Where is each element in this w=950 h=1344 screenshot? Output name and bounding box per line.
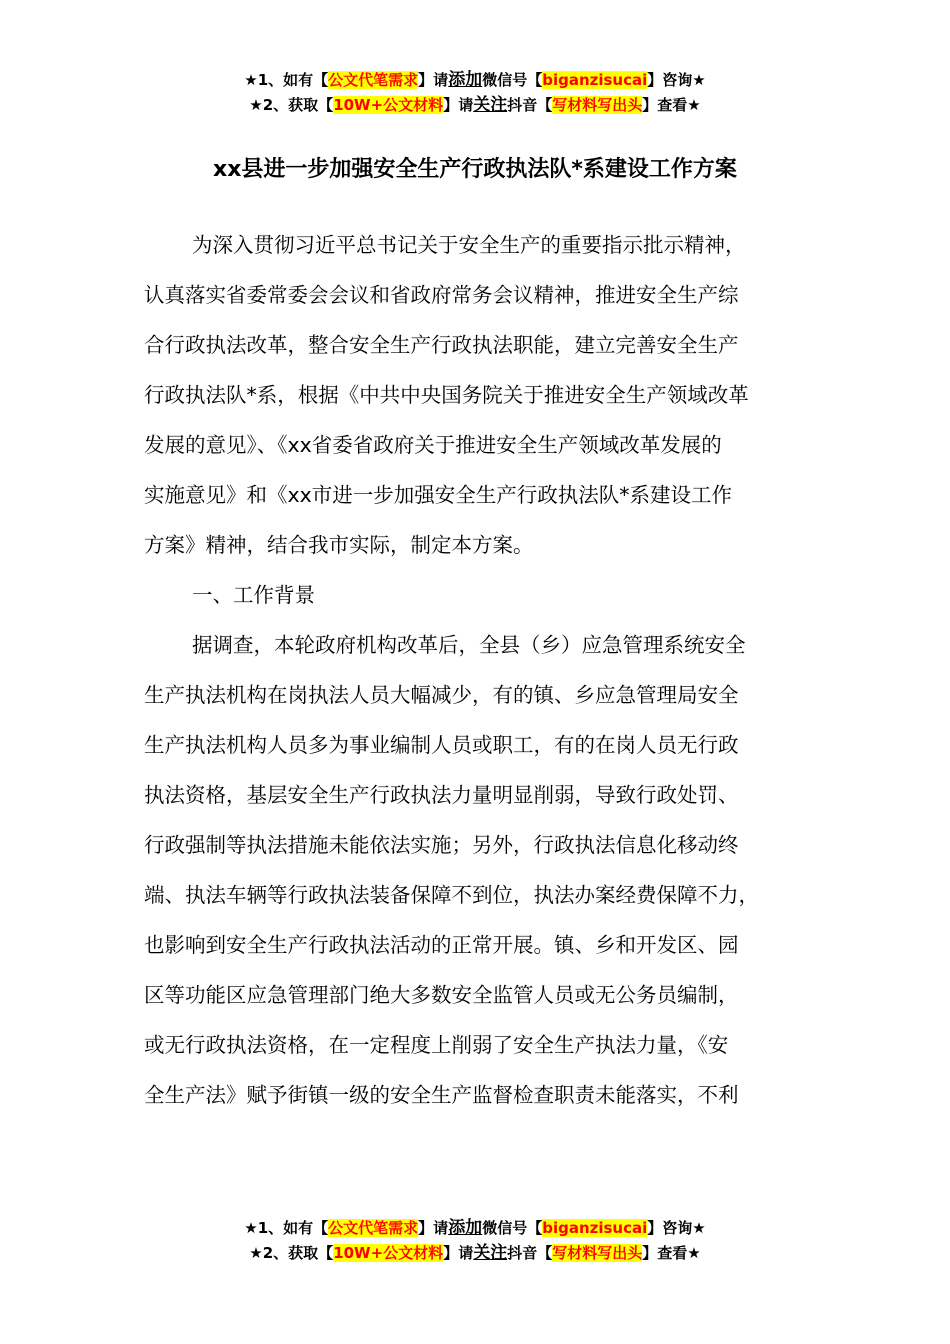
body-line: 区等功能区应急管理部门绝大多数安全监管人员或无公务员编制， [144, 983, 739, 1007]
banner-text: 】请 [418, 71, 449, 89]
banner-emphasis: 关注 [473, 1243, 508, 1263]
banner-text: 】咨询★ [647, 71, 706, 89]
body-line: 实施意见》和《xx市进一步加强安全生产行政执法队*系建设工作 [144, 483, 733, 507]
banner-text: 】请 [443, 96, 474, 114]
body-line: 行政执法队*系，根据《中共中央国务院关于推进安全生产领域改革 [144, 383, 749, 407]
banner-line-1 [0, 1216, 950, 1241]
body-line: 全生产法》赋予街镇一级的安全生产监督检查职责未能落实，不利 [144, 1083, 739, 1107]
banner-text: 】查看★ [642, 1244, 701, 1262]
body-line: 也影响到安全生产行政执法活动的正常开展。镇、乡和开发区、园 [144, 933, 739, 957]
document-title: xx县进一步加强安全生产行政执法队*系建设工作方案 [213, 157, 737, 182]
banner-wechat-id: biganzisucai [542, 1219, 648, 1237]
body-line: 行政强制等执法措施未能依法实施；另外，行政执法信息化移动终 [144, 833, 739, 857]
banner-wechat-id: biganzisucai [542, 71, 648, 89]
banner-highlight: 公文代笔需求 [328, 1219, 419, 1237]
body-line: 方案》精神，结合我市实际，制定本方案。 [144, 533, 534, 557]
banner-text: 抖音【 [507, 96, 553, 114]
body-line: 据调查，本轮政府机构改革后，全县（乡）应急管理系统安全 [192, 633, 746, 657]
banner-text: ★1、如有【 [244, 1219, 329, 1237]
banner-text: 】请 [418, 1219, 449, 1237]
banner-highlight: 10W+公文材料 [333, 96, 444, 114]
banner-text: 微信号【 [482, 71, 543, 89]
banner-highlight: 公文代笔需求 [328, 71, 419, 89]
banner-line-1 [0, 68, 950, 93]
body-line: 合行政执法改革，整合安全生产行政执法职能，建立完善安全生产 [144, 333, 739, 357]
body-line: 或无行政执法资格，在一定程度上削弱了安全生产执法力量，《安 [144, 1033, 729, 1057]
banner-emphasis: 关注 [473, 95, 508, 115]
banner-text: ★1、如有【 [244, 71, 329, 89]
banner-douyin-id: 写材料写出头 [552, 96, 643, 114]
banner-highlight: 10W+公文材料 [333, 1244, 444, 1262]
banner-text: 】咨询★ [647, 1219, 706, 1237]
banner-text: 微信号【 [482, 1219, 543, 1237]
banner-text: 抖音【 [507, 1244, 553, 1262]
banner-text: ★2、获取【 [249, 96, 334, 114]
body-line: 端、执法车辆等行政执法装备保障不到位，执法办案经费保障不力， [144, 883, 759, 907]
banner-line-2 [0, 1241, 950, 1266]
banner-text: 】查看★ [642, 96, 701, 114]
banner-text: 】请 [443, 1244, 474, 1262]
body-line: 生产执法机构人员多为事业编制人员或职工，有的在岗人员无行政 [144, 733, 739, 757]
footer-banner [0, 1216, 950, 1266]
banner-douyin-id: 写材料写出头 [552, 1244, 643, 1262]
section-heading: 一、工作背景 [192, 583, 315, 607]
banner-text: ★2、获取【 [249, 1244, 334, 1262]
banner-emphasis: 添加 [448, 70, 483, 90]
body-line: 为深入贯彻习近平总书记关于安全生产的重要指示批示精神， [192, 233, 746, 257]
banner-line-2 [0, 93, 950, 118]
body-line: 生产执法机构在岗执法人员大幅减少，有的镇、乡应急管理局安全 [144, 683, 739, 707]
body-line: 执法资格，基层安全生产行政执法力量明显削弱，导致行政处罚、 [144, 783, 739, 807]
banner-emphasis: 添加 [448, 1218, 483, 1238]
document-body [144, 220, 808, 1120]
header-banner [0, 68, 950, 118]
body-line: 发展的意见》、《xx省委省政府关于推进安全生产领域改革发展的 [144, 433, 722, 457]
body-line: 认真落实省委常委会会议和省政府常务会议精神，推进安全生产综 [144, 283, 739, 307]
